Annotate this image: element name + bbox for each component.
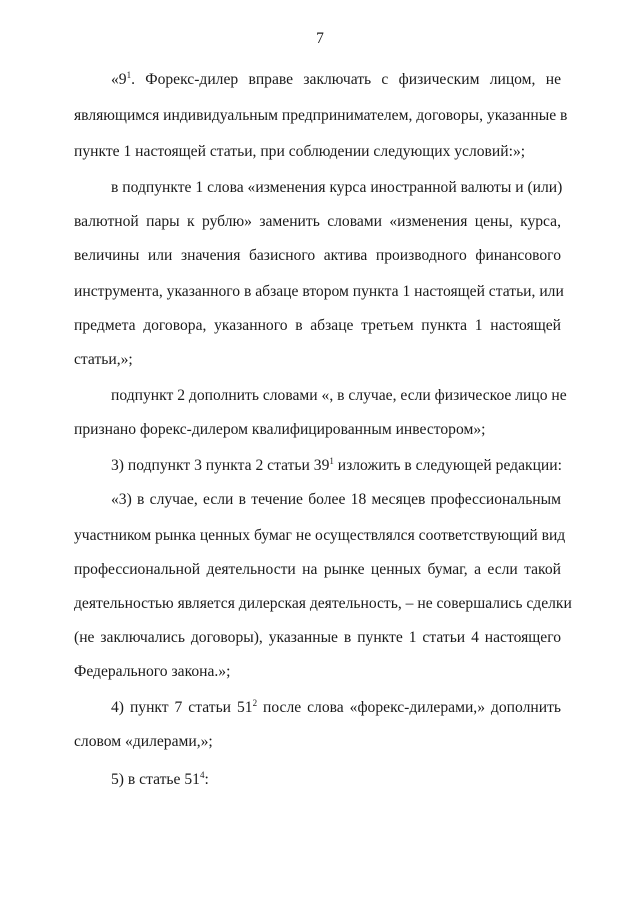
text-line: являющимся индивидуальным предпринимателем, договоры, указанные в [74, 107, 568, 124]
text-line: предмета договора, указанного в абзаце третьем пункта 1 настоящей [74, 317, 561, 334]
text-line: 5) в статье $51^4$: [111, 770, 209, 788]
text-line: словом «дилерами,»; [74, 733, 213, 750]
text-line: профессиональной деятельности на рынке ценных бумаг, а если такой [74, 561, 561, 578]
text-line: валютной пары к рублю» заменить словами «изменения цены, курса, [74, 213, 561, 230]
text-line: участником рынка ценных бумаг не осуществлялся соответствующий вид [74, 527, 566, 544]
text-line: 3) подпункт 3 пункта 2 статьи $39^1$ изложить в следующей редакции: [111, 456, 562, 474]
text-line: в подпункте 1 слова «изменения курса иностранной валюты и (или) [111, 179, 563, 196]
text-line: признано форекс-дилером квалифицированным инвестором»; [74, 421, 486, 438]
text-line: подпункт 2 дополнить словами «, в случае, если физическое лицо не [111, 387, 567, 404]
text-line: пункте 1 настоящей статьи, при соблюдении следующих условий:»; [74, 143, 526, 160]
text-line: статьи,»; [74, 351, 133, 368]
text-line: 4) пункт 7 статьи $51^2$ после слова «форекс-дилерами,» дополнить [111, 698, 561, 716]
text-line: инструмента, указанного в абзаце втором пункта 1 настоящей статьи, или [74, 283, 564, 300]
page-number: 7 [316, 30, 324, 47]
text-line: «$9^1$. Форекс-дилер вправе заключать с физическим лицом, не [111, 70, 561, 88]
text-line: «3) в случае, если в течение более 18 месяцев профессиональным [111, 491, 561, 508]
text-line: деятельностью является дилерская деятельность, – не совершались сделки [74, 595, 572, 612]
text-line: величины или значения базисного актива производного финансового [74, 247, 561, 264]
text-line: (не заключались договоры), указанные в пункте 1 статьи 4 настоящего [74, 629, 561, 646]
text-line: Федерального закона.»; [74, 663, 231, 680]
